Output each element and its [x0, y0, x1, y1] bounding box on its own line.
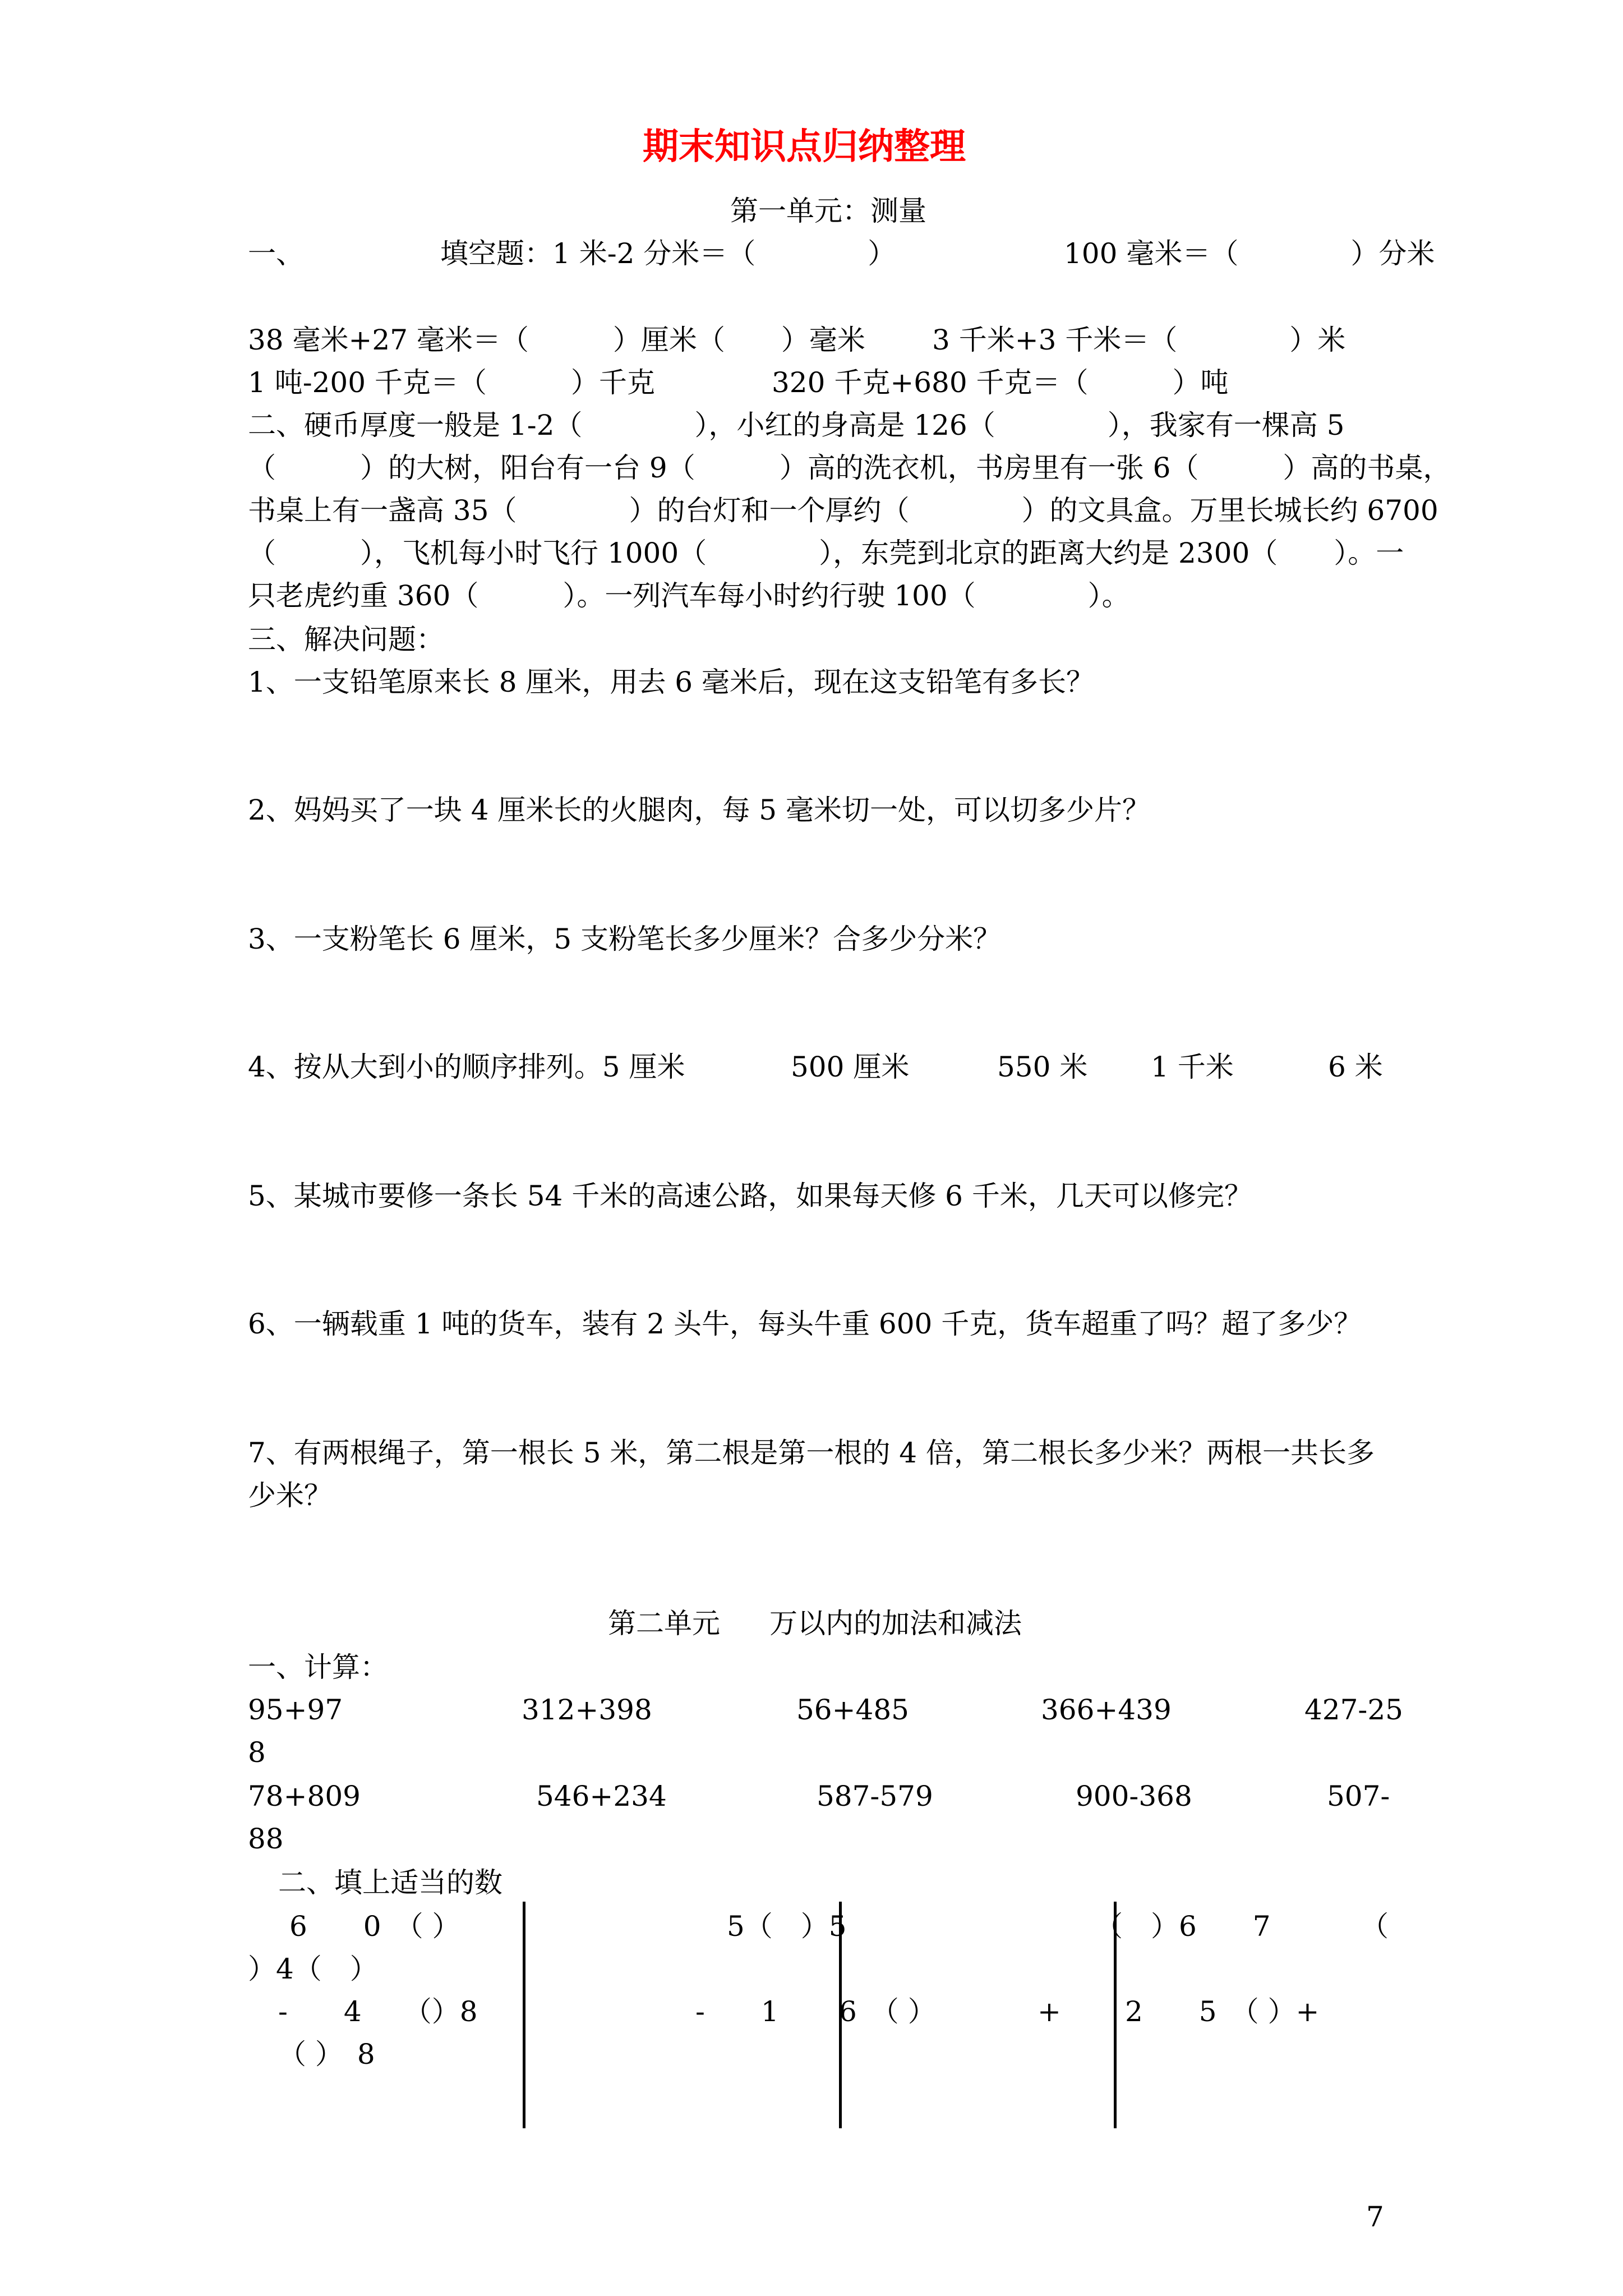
vertical-sum-cell: +: [1038, 1995, 1061, 2028]
fill-question-2: 100 毫米＝（ ）分米: [1064, 237, 1435, 270]
problem-2: 2、妈妈买了一块 4 厘米长的火腿肉，每 5 毫米切一处，可以切多少片？: [248, 794, 1151, 826]
fill-question-1: 填空题：1 米-2 分米＝（ ）: [440, 237, 896, 270]
unit1-heading: 第一单元：测量: [730, 195, 926, 227]
units-paragraph-line: （ ），飞机每小时飞行 1000（ ），东莞到北京的距离大约是 2300（ ）。一: [248, 537, 1404, 569]
vertical-sum-wrap: ）4（ ）: [248, 1953, 378, 1985]
order-item: 1 千米: [1151, 1051, 1234, 1083]
units-paragraph-line: 只老虎约重 360（ ）。一列汽车每小时约行驶 100（ ）。: [248, 579, 1130, 612]
problem-5: 5、某城市要修一条长 54 千米的高速公路，如果每天修 6 千米，几天可以修完？: [248, 1180, 1252, 1212]
vertical-sum-wrap: （ ） 8: [278, 2038, 375, 2070]
calc-item: 507-: [1327, 1780, 1390, 1812]
page-number: 7: [1366, 2201, 1384, 2233]
vertical-sum-cell: 6 （ ）: [839, 1995, 936, 2028]
order-item: 6 米: [1328, 1051, 1383, 1083]
unit2-heading-topic: 万以内的加法和减法: [769, 1607, 1022, 1640]
vertical-sum-cell: - 1: [695, 1995, 779, 2028]
calc-item: 78+809: [248, 1780, 361, 1812]
calc-item: 366+439: [1041, 1694, 1172, 1726]
vertical-sum-cell: 6 0 （ ）: [289, 1910, 460, 1943]
problem-1: 1、一支铅笔原来长 8 厘米，用去 6 毫米后，现在这支铅笔有多长？: [248, 666, 1095, 698]
calc-item: 312+398: [522, 1694, 652, 1726]
fill-question-4: 3 千米+3 千米＝（ ）米: [932, 324, 1346, 356]
fill-question-6: 320 千克+680 千克＝（ ）吨: [772, 366, 1229, 399]
calc-item: 900-368: [1076, 1780, 1192, 1812]
order-item: 550 米: [997, 1051, 1088, 1083]
fill-question-5: 1 吨-200 千克＝（ ）千克: [248, 366, 655, 399]
fill-numbers-heading: 二、填上适当的数: [278, 1866, 502, 1899]
vertical-sum-cell: 2 5 （ ）+: [1125, 1995, 1320, 2028]
problem-4: 4、按从大到小的顺序排列。5 厘米: [248, 1051, 685, 1083]
vertical-sum-cell: （: [1361, 1910, 1389, 1943]
calc-item: 56+485: [796, 1694, 909, 1726]
column-divider: [523, 1902, 525, 2128]
vertical-sum-cell: （ ）6 7: [1095, 1910, 1271, 1943]
units-paragraph-line: （ ）的大树，阳台有一台 9（ ）高的洗衣机，书房里有一张 6（ ）高的书桌，: [248, 452, 1451, 484]
fill-section-label: 一、: [248, 237, 304, 270]
problem-6: 6、一辆载重 1 吨的货车，装有 2 头牛，每头牛重 600 千克，货车超重了吗？超了多少？: [248, 1308, 1362, 1340]
problem-7: 7、有两根绳子，第一根长 5 米，第二根是第一根的 4 倍，第二根长多少米？两根一共长多: [248, 1437, 1375, 1469]
calc-item-wrap: 88: [248, 1823, 284, 1855]
solve-heading: 三、解决问题：: [248, 623, 444, 656]
calc-heading: 一、计算：: [248, 1651, 388, 1683]
unit2-heading-number: 第二单元: [608, 1607, 720, 1640]
units-paragraph-line: 二、硬币厚度一般是 1-2（ ），小红的身高是 126（ ），我家有一棵高 5: [248, 409, 1345, 441]
calc-item: 587-579: [817, 1780, 933, 1812]
calc-item-wrap: 8: [248, 1736, 266, 1769]
vertical-sum-cell: - 4 （）8: [278, 1995, 478, 2028]
units-paragraph-line: 书桌上有一盏高 35（ ）的台灯和一个厚约（ ）的文具盒。万里长城长约 6700: [248, 494, 1438, 527]
calc-item: 546+234: [536, 1780, 667, 1812]
vertical-sum-cell: 5（ ）5: [727, 1910, 847, 1943]
calc-item: 95+97: [248, 1694, 343, 1726]
page-title: 期末知识点归纳整理: [643, 126, 966, 168]
fill-question-3: 38 毫米+27 毫米＝（ ）厘米（ ）毫米: [248, 324, 865, 356]
problem-7-continued: 少米？: [248, 1479, 332, 1512]
problem-3: 3、一支粉笔长 6 厘米，5 支粉笔长多少厘米？合多少分米？: [248, 923, 1002, 955]
order-item: 500 厘米: [791, 1051, 910, 1083]
calc-item: 427-25: [1304, 1694, 1403, 1726]
